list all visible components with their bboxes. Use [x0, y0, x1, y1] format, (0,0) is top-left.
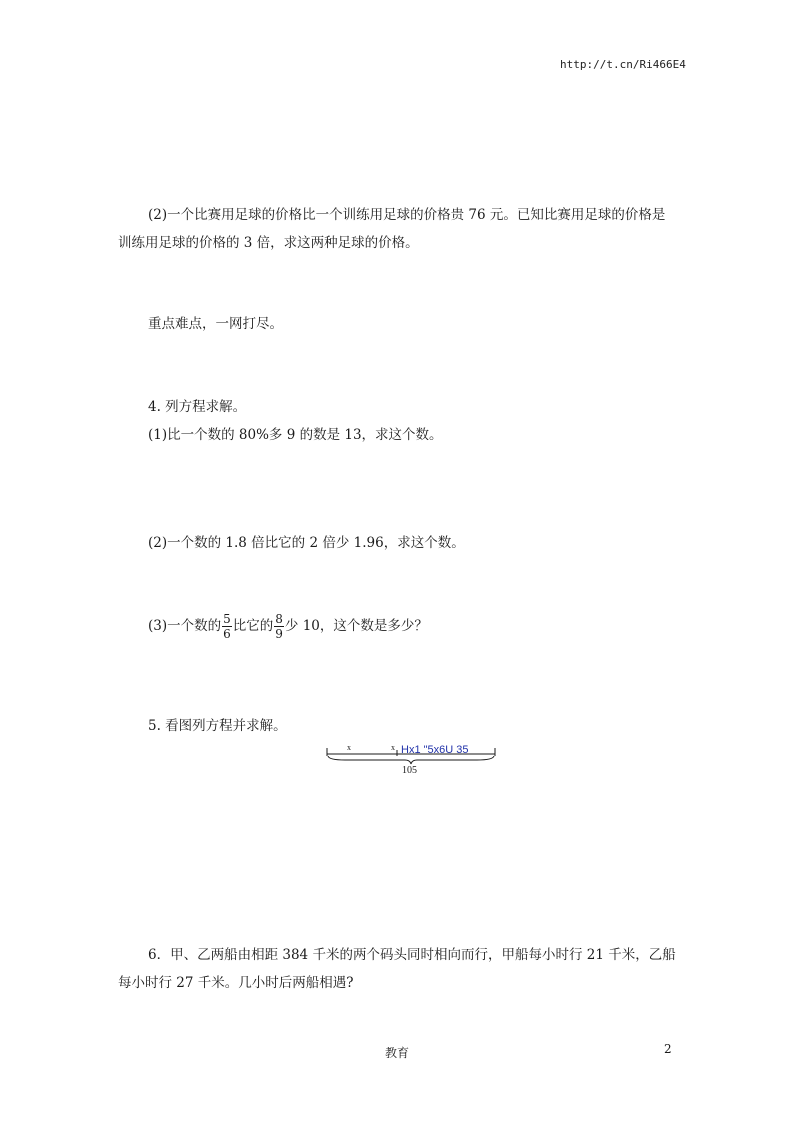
q4-3 [148, 612, 428, 642]
q4-3-suffix: 少 10，这个数是多少？ [284, 618, 428, 635]
q6-line2: 每小时行 27 千米。几小时后两船相遇? [118, 975, 354, 991]
fraction-8-9 [274, 612, 284, 642]
q3-2-line2: 训练用足球的价格的 3 倍，求这两种足球的价格。 [118, 235, 419, 251]
diagram-label-rest: Hx1 "5x6U 35 [401, 744, 469, 756]
fraction-5-6 [222, 612, 232, 642]
diagram-total: 105 [402, 765, 417, 776]
q6-line1: 6．甲、乙两船由相距 384 千米的两个码头同时相向而行，甲船每小时行 21 千米，乙船 [148, 947, 676, 963]
brace-path [328, 756, 494, 764]
line-segment-diagram [325, 740, 497, 776]
diagram-svg [325, 740, 497, 776]
fraction-numerator: 8 [275, 612, 283, 626]
q4-1: (1)比一个数的 80%多 9 的数是 13，求这个数。 [148, 427, 443, 443]
footer-center: 教育 [385, 1046, 410, 1060]
diagram-label-x2: x [391, 743, 395, 752]
q5-title: 5. 看图列方程并求解。 [148, 718, 287, 734]
q4-title: 4. 列方程求解。 [148, 399, 247, 415]
diagram-label-x1: x [347, 743, 351, 752]
fraction-numerator: 5 [223, 612, 231, 626]
section-heading: 重点难点，一网打尽。 [148, 316, 283, 332]
header-url: http://t.cn/Ri466E4 [560, 58, 686, 71]
q4-3-prefix: (3)一个数的 [148, 618, 222, 635]
fraction-denominator: 9 [275, 627, 283, 642]
q4-2: (2)一个数的 1.8 倍比它的 2 倍少 1.96，求这个数。 [148, 535, 465, 551]
q3-2-line1: (2)一个比赛用足球的价格比一个训练用足球的价格贵 76 元。已知比赛用足球的价格是 [148, 207, 666, 223]
q4-3-mid: 比它的 [232, 618, 274, 635]
page-number: 2 [664, 1042, 672, 1056]
fraction-denominator: 6 [223, 627, 231, 642]
